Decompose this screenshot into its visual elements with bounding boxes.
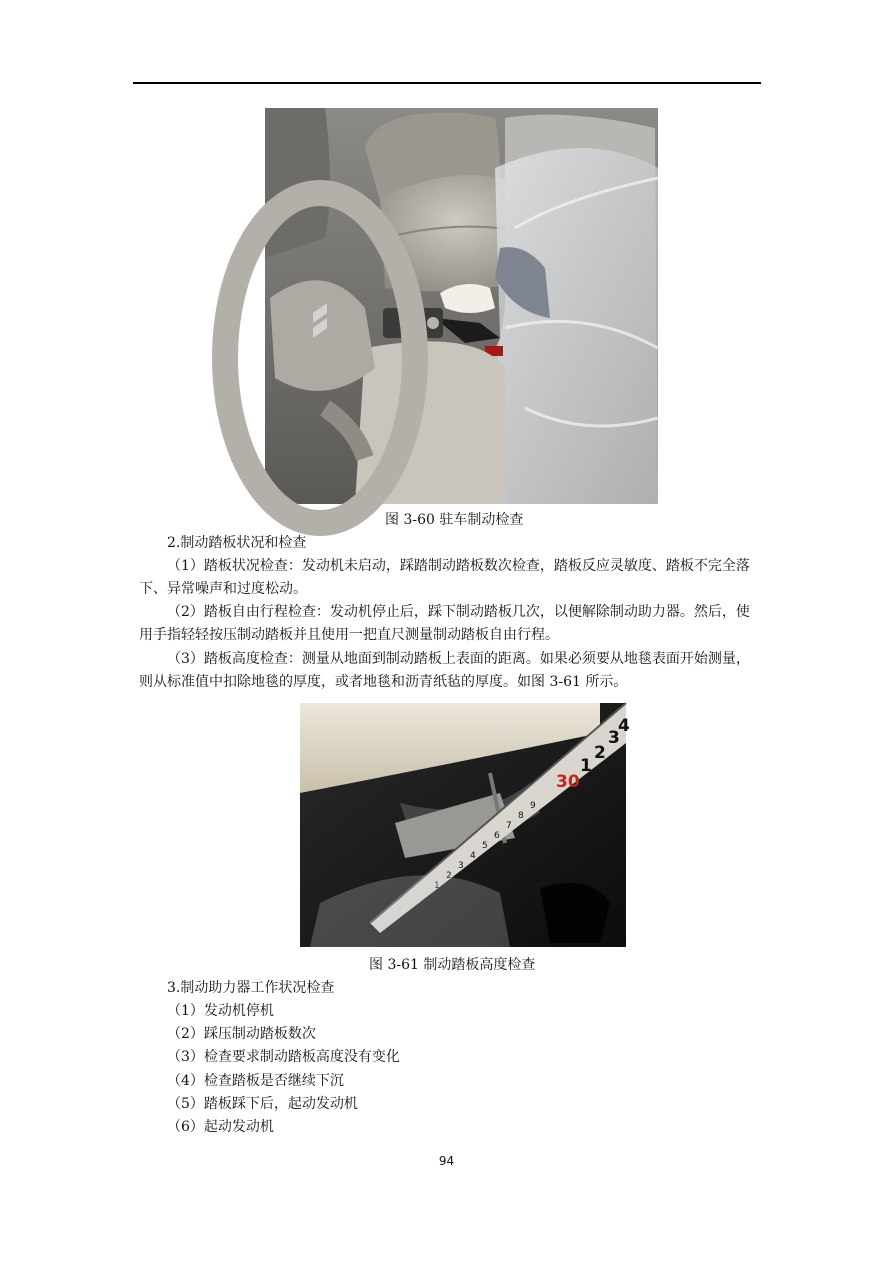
ruler-mark-small-1: 1 xyxy=(434,881,440,891)
section-2-item-1: （1）踏板状况检查：发动机未启动，踩踏制动踏板数次检查，踏板反应灵敏度、踏板不完全落下、异常噪声和过度松动。 xyxy=(139,558,750,597)
section-2-item-3: （3）踏板高度检查：测量从地面到制动踏板上表面的距离。如果必须要从地毯表面开始测量，则从标准值中扣除地毯的厚度，或者地毯和沥青纸毡的厚度。如图 3-61 所示。 xyxy=(139,651,750,690)
section-3-item-3: （3）检查要求制动踏板高度没有变化 xyxy=(167,1049,400,1065)
ruler-mark-4: 4 xyxy=(618,716,630,736)
section-3-item-4: （4）检查踏板是否继续下沉 xyxy=(167,1073,344,1089)
parking-brake-photo xyxy=(265,108,658,504)
pedal-height-photo xyxy=(300,703,630,947)
ruler-mark-1: 1 xyxy=(580,756,592,776)
ruler-mark-3: 3 xyxy=(608,728,620,748)
ruler-mark-2: 2 xyxy=(594,743,606,763)
ruler-mark-small-8: 8 xyxy=(518,811,524,821)
section-3-item-1: （1）发动机停机 xyxy=(167,1003,274,1019)
header-rule xyxy=(133,82,761,84)
section-2-item-2: （2）踏板自由行程检查：发动机停止后，踩下制动踏板几次，以便解除制动助力器。然后，使用手指轻轻按压制动踏板并且使用一把直尺测量制动踏板自由行程。 xyxy=(139,604,750,643)
ruler-mark-small-4: 4 xyxy=(470,851,476,861)
ruler-mark-small-3: 3 xyxy=(458,861,464,871)
section-3-item-2: （2）踩压制动踏板数次 xyxy=(167,1026,316,1042)
ruler-mark-small-6: 6 xyxy=(494,831,500,841)
figure-caption-3-60: 图 3-60 驻车制动检查 xyxy=(385,512,524,528)
section-3-item-5: （5）踏板踩下后，起动发动机 xyxy=(167,1096,358,1112)
ruler-mark-small-5: 5 xyxy=(482,841,488,851)
section-2-heading: 2.制动踏板状况和检查 xyxy=(167,535,307,551)
page-number: 94 xyxy=(438,1154,455,1168)
ruler-mark-small-7: 7 xyxy=(506,821,512,831)
ruler-mark-small-2: 2 xyxy=(446,871,452,881)
section-3-heading: 3.制动助力器工作状况检查 xyxy=(167,980,335,996)
figure-caption-3-61: 图 3-61 制动踏板高度检查 xyxy=(369,957,536,973)
section-3-item-6: （6）起动发动机 xyxy=(167,1119,274,1135)
ruler-mark-small-9: 9 xyxy=(530,801,536,811)
ruler-mark-30: 30 xyxy=(556,772,580,792)
